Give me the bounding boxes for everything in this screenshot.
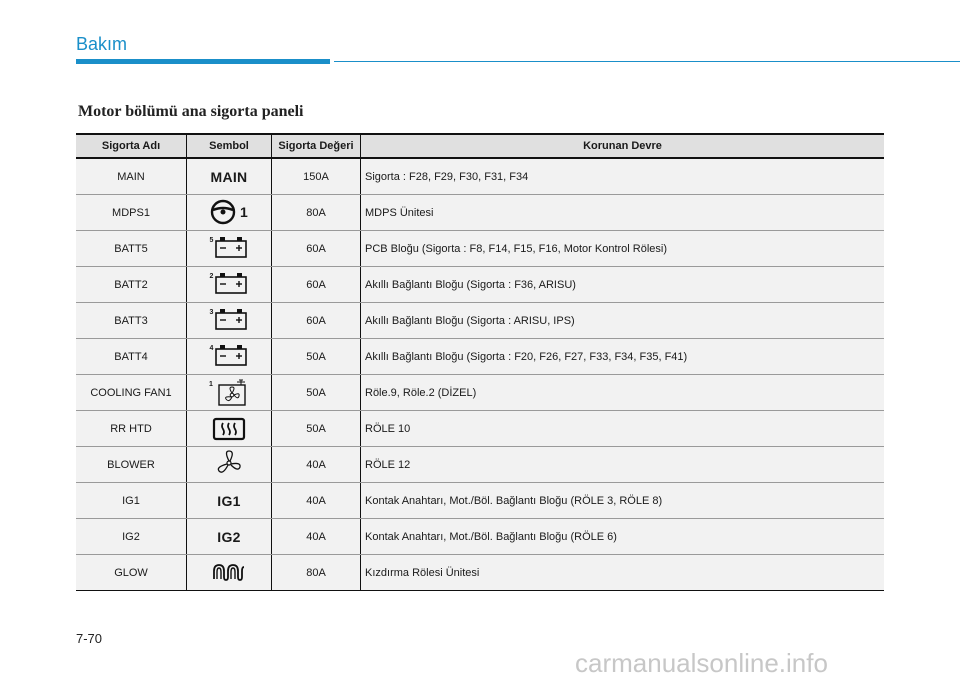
table-row: [76, 339, 884, 375]
fuse-name: MAIN: [76, 158, 187, 195]
protected-circuit: Kontak Anahtarı, Mot./Böl. Bağlantı Bloğu (RÖLE 6): [361, 519, 885, 555]
fuse-symbol: [187, 411, 272, 447]
fuse-name: RR HTD: [76, 411, 187, 447]
page-title: Motor bölümü ana sigorta paneli: [78, 103, 304, 120]
battery-icon: [214, 307, 248, 331]
protected-circuit: PCB Bloğu (Sigorta : F8, F14, F15, F16, Motor Kontrol Rölesi): [361, 231, 885, 267]
fuse-symbol: [187, 519, 272, 555]
fuse-name: GLOW: [76, 555, 187, 591]
protected-circuit: Kontak Anahtarı, Mot./Böl. Bağlantı Bloğu (RÖLE 3, RÖLE 8): [361, 483, 885, 519]
section-tab: Bakım: [76, 34, 128, 54]
fuse-name: BATT5: [76, 231, 187, 267]
steering-wheel-icon: [210, 198, 240, 226]
fuse-symbol: [187, 195, 272, 231]
table-row: [76, 375, 884, 411]
protected-circuit: RÖLE 12: [361, 447, 885, 483]
fuse-name: IG2: [76, 519, 187, 555]
column-header-fuse-name: Sigorta Adı: [76, 134, 187, 158]
table-row: [76, 483, 884, 519]
table-row: [76, 555, 884, 591]
fuse-name: COOLING FAN1: [76, 375, 187, 411]
protected-circuit: Akıllı Bağlantı Bloğu (Sigorta : ARISU, IPS): [361, 303, 885, 339]
section-rule-thin: [334, 61, 960, 62]
fuse-rating: 80A: [272, 555, 361, 591]
table-row: [76, 411, 884, 447]
fuse-table: [76, 133, 884, 591]
fuse-rating: 80A: [272, 195, 361, 231]
table-row: [76, 158, 884, 195]
protected-circuit: Röle.9, Röle.2 (DİZEL): [361, 375, 885, 411]
ig2-text-icon: IG2: [217, 528, 241, 545]
fuse-symbol: [187, 339, 272, 375]
fuse-name: BLOWER: [76, 447, 187, 483]
fuse-rating: 60A: [272, 267, 361, 303]
protected-circuit: RÖLE 10: [361, 411, 885, 447]
symbol-index: 2: [209, 272, 214, 280]
protected-circuit: Kızdırma Rölesi Ünitesi: [361, 555, 885, 591]
symbol-index: 1: [209, 380, 213, 388]
symbol-index: 1: [239, 203, 249, 220]
symbol-index: 5: [209, 236, 214, 244]
column-header-rating: Sigorta Değeri: [272, 134, 361, 158]
ig1-text-icon: IG1: [217, 492, 241, 509]
table-row: [76, 519, 884, 555]
fuse-symbol: [187, 555, 272, 591]
fuse-name: BATT2: [76, 267, 187, 303]
fuse-rating: 60A: [272, 303, 361, 339]
fuse-rating: 40A: [272, 519, 361, 555]
fuse-table-container: [76, 133, 884, 591]
fuse-symbol: [187, 231, 272, 267]
table-row: [76, 447, 884, 483]
protected-circuit: Sigorta : F28, F29, F30, F31, F34: [361, 158, 885, 195]
table-row: [76, 231, 884, 267]
table-row: [76, 303, 884, 339]
battery-icon: [214, 235, 248, 259]
battery-icon: [214, 343, 248, 367]
fuse-symbol: [187, 158, 272, 195]
fuse-symbol: [187, 303, 272, 339]
page-number: 7-70: [76, 631, 103, 646]
table-header-row: [76, 134, 884, 158]
fuse-symbol: [187, 375, 272, 411]
protected-circuit: Akıllı Bağlantı Bloğu (Sigorta : F36, ARISU): [361, 267, 885, 303]
fuse-symbol: [187, 267, 272, 303]
cooling-fan-icon: [215, 379, 249, 407]
glow-plug-icon: [212, 562, 246, 584]
blower-fan-icon: [214, 448, 244, 478]
battery-icon: [214, 271, 248, 295]
column-header-symbol: Sembol: [187, 134, 272, 158]
fuse-name: BATT3: [76, 303, 187, 339]
fuse-symbol: [187, 483, 272, 519]
watermark: carmanualsonline.info: [575, 648, 828, 678]
main-text-icon: MAIN: [210, 168, 248, 185]
protected-circuit: MDPS Ünitesi: [361, 195, 885, 231]
table-row: [76, 267, 884, 303]
table-row: [76, 195, 884, 231]
fuse-name: IG1: [76, 483, 187, 519]
fuse-rating: 150A: [272, 158, 361, 195]
symbol-index: 4: [209, 344, 214, 352]
column-header-protected-circuit: Korunan Devre: [361, 134, 885, 158]
fuse-rating: 50A: [272, 411, 361, 447]
fuse-rating: 50A: [272, 339, 361, 375]
fuse-name: MDPS1: [76, 195, 187, 231]
fuse-symbol: [187, 447, 272, 483]
protected-circuit: Akıllı Bağlantı Bloğu (Sigorta : F20, F26, F27, F33, F34, F35, F41): [361, 339, 885, 375]
fuse-rating: 40A: [272, 447, 361, 483]
rear-defroster-icon: [212, 417, 246, 441]
fuse-name: BATT4: [76, 339, 187, 375]
symbol-index: 3: [209, 308, 214, 316]
fuse-rating: 60A: [272, 231, 361, 267]
fuse-rating: 40A: [272, 483, 361, 519]
section-rule-thick: [76, 59, 330, 64]
fuse-rating: 50A: [272, 375, 361, 411]
